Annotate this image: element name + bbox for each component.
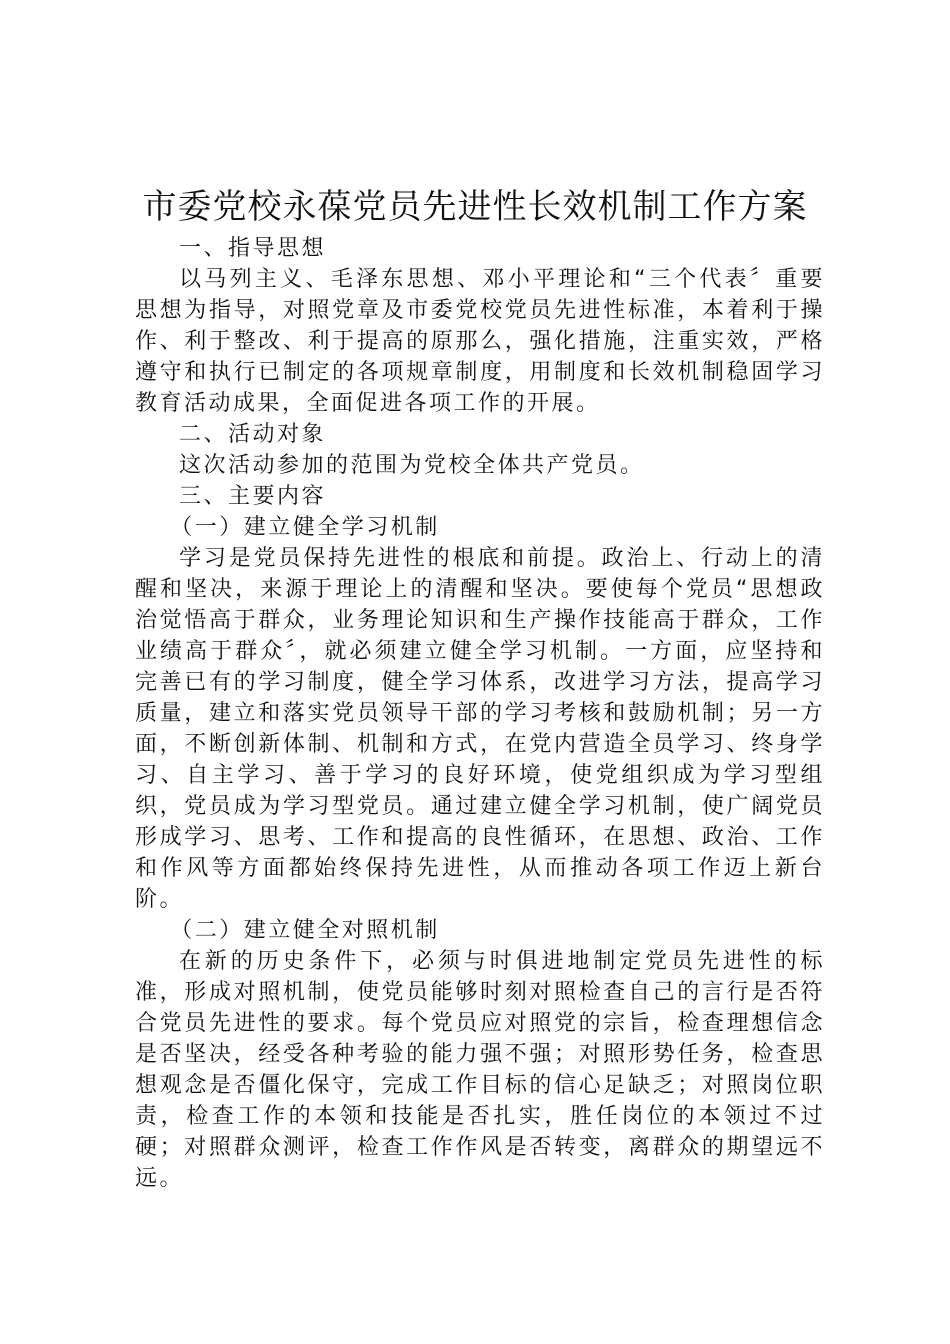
section-heading-main-content: 三、主要内容 [179, 484, 327, 509]
paragraph-comparison-mechanism: 在新的历史条件下，必须与时俱进地制定党员先进性的标准，形成对照机制，使党员能够时刻对照检查自己的言行是否符合党员先进性的要求。每个党员应对照党的宗旨，检查理想信念是否坚决，经受各种考验的能力强不强；对照形势任务，检查思想观念是否僵化保守，完成工作目标的信心足缺乏；对照岗位职责，检查工作的本领和技能是否扎实，胜任岗位的本领过不过硬；对照群众测评，检查工作作风是否转变，离群众的期望远不远。 [135, 949, 825, 1191]
document-title: 市委党校永葆党员先进性长效机制工作方案 [142, 187, 808, 227]
subsection-heading-learning-mechanism: （一）建立健全学习机制 [170, 515, 440, 540]
paragraph-guiding-ideology: 以马列主义、毛泽东思想、邓小平理论和“三个代表〞重要思想为指导，对照党章及市委党校党员先进性标准，本着利于操作、利于整改、利于提高的原那么，强化措施，注重实效，严格遵守和执行已制定的各项规章制度，用制度和长效机制稳固学习教育活动成果，全面促进各项工作的开展。 [135, 267, 825, 416]
section-heading-activity-target: 二、活动对象 [179, 422, 327, 447]
section-heading-guiding-ideology: 一、指导思想 [179, 236, 327, 261]
paragraph-activity-target: 这次活动参加的范围为党校全体共产党员。 [179, 453, 645, 478]
document-body [135, 233, 825, 1194]
subsection-heading-comparison-mechanism: （二）建立健全对照机制 [170, 918, 440, 943]
paragraph-learning-mechanism: 学习是党员保持先进性的根底和前提。政治上、行动上的清醒和坚决，来源于理论上的清醒和坚决。要使每个党员“思想政治觉悟高于群众，业务理论知识和生产操作技能高于群众，工作业绩高于群众〞，就必须建立健全学习机制。一方面，应坚持和完善已有的学习制度，健全学习体系，改进学习方法，提高学习质量，建立和落实党员领导干部的学习考核和鼓励机制；另一方面，不断创新体制、机制和方式，在党内营造全员学习、终身学习、自主学习、善于学习的良好环境，使党组织成为学习型组织，党员成为学习型党员。通过建立健全学习机制，使广阔党员形成学习、思考、工作和提高的良性循环，在思想、政治、工作和作风等方面都始终保持先进性，从而推动各项工作迈上新台阶。 [135, 546, 825, 912]
